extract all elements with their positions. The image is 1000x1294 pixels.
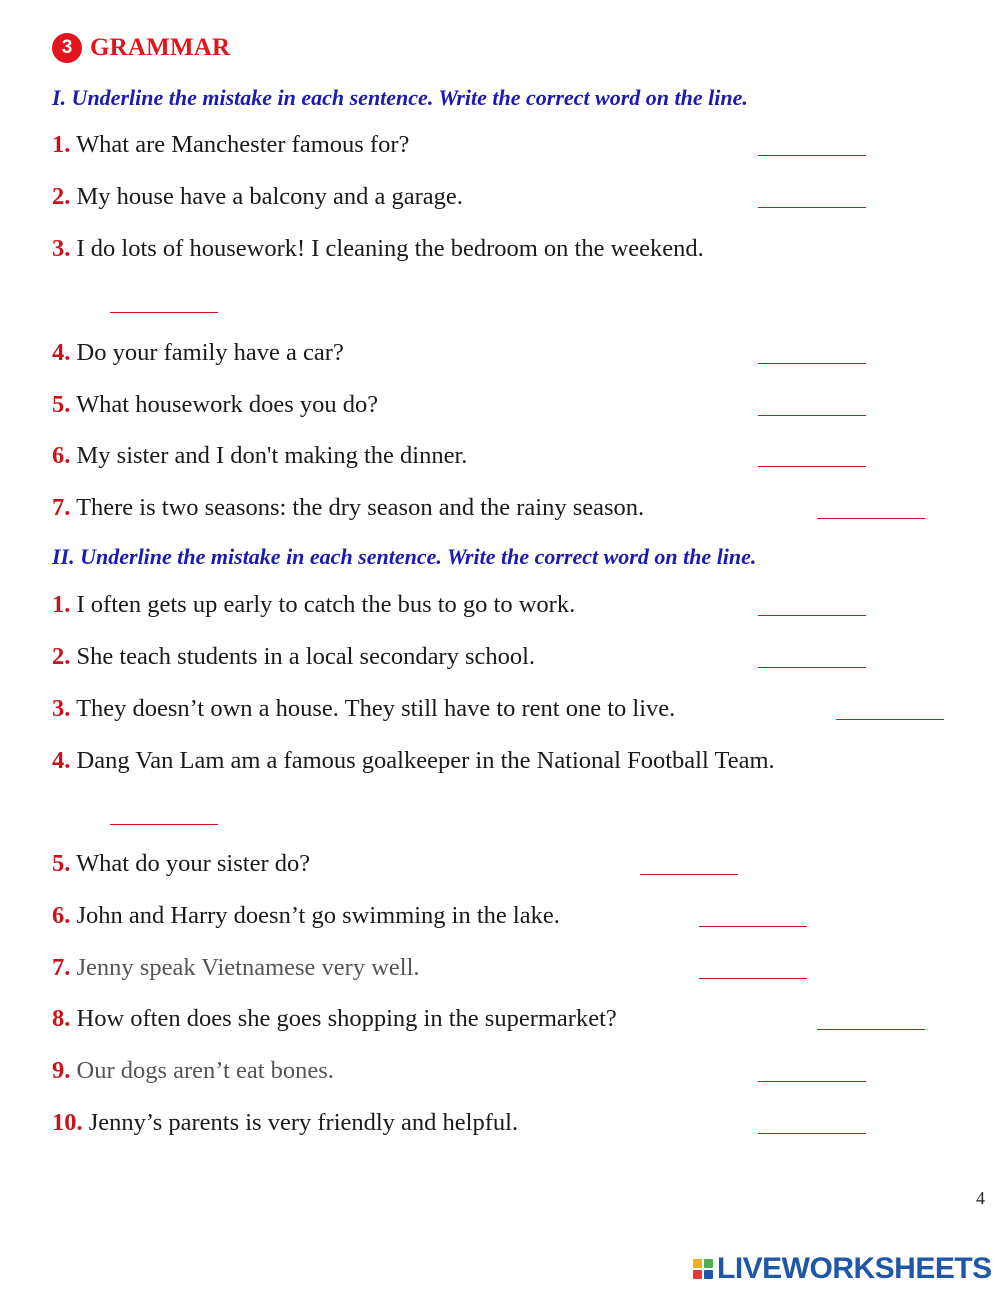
item-sentence[interactable]: Dang Van Lam am a famous goalkeeper in the National Football Team.	[76, 747, 775, 774]
item-sentence[interactable]: I often gets up early to catch the bus to go to work.	[76, 591, 576, 618]
item-number: 6.	[52, 442, 71, 469]
answer-line-p1-1[interactable]	[758, 155, 866, 156]
part2-item-4	[52, 744, 775, 778]
part1-item-6	[52, 439, 467, 473]
part1-item-5	[52, 388, 378, 422]
part2-item-10	[52, 1106, 518, 1140]
item-sentence[interactable]: They doesn’t own a house. They still have to rent one to live.	[76, 695, 676, 722]
item-number: 2.	[52, 643, 71, 670]
answer-line-p2-8[interactable]	[817, 1029, 925, 1030]
item-sentence[interactable]: John and Harry doesn’t go swimming in the lake.	[76, 902, 560, 929]
item-sentence[interactable]: My sister and I don't making the dinner.	[76, 442, 468, 469]
item-sentence[interactable]: Do your family have a car?	[76, 339, 344, 366]
answer-line-p2-6[interactable]	[699, 926, 807, 927]
answer-line-p2-10[interactable]	[758, 1133, 866, 1134]
part2-item-1	[52, 588, 575, 622]
item-sentence[interactable]: Jenny’s parents is very friendly and helpful.	[88, 1109, 519, 1136]
part1-item-2	[52, 180, 463, 214]
part2-item-9	[52, 1054, 334, 1088]
liveworksheets-logo[interactable]	[693, 1252, 992, 1286]
part2-item-6	[52, 899, 560, 933]
answer-line-p2-4[interactable]	[110, 824, 218, 825]
item-number: 6.	[52, 902, 71, 929]
item-number: 4.	[52, 747, 71, 774]
page-number: 4	[976, 1188, 985, 1208]
item-number: 2.	[52, 183, 71, 210]
part2-item-7	[52, 951, 420, 985]
answer-line-p2-9[interactable]	[758, 1081, 866, 1082]
answer-line-p1-2[interactable]	[758, 207, 866, 208]
part2-item-2	[52, 640, 535, 674]
item-sentence[interactable]: There is two seasons: the dry season and the rainy season.	[76, 494, 645, 521]
item-sentence[interactable]: I do lots of housework! I cleaning the bedroom on the weekend.	[76, 235, 704, 262]
item-sentence[interactable]: What are Manchester famous for?	[76, 131, 410, 158]
answer-line-p1-4[interactable]	[758, 363, 866, 364]
item-sentence[interactable]: My house have a balcony and a garage.	[76, 183, 463, 210]
part2-item-5	[52, 847, 310, 881]
item-sentence[interactable]: How often does she goes shopping in the supermarket?	[76, 1005, 617, 1032]
answer-line-p2-3[interactable]	[836, 719, 944, 720]
item-number: 3.	[52, 695, 71, 722]
item-sentence[interactable]: Jenny speak Vietnamese very well.	[76, 954, 420, 981]
item-sentence[interactable]: What housework does you do?	[76, 391, 379, 418]
item-sentence[interactable]: What do your sister do?	[76, 850, 311, 877]
item-number: 7.	[52, 954, 71, 981]
answer-line-p2-1[interactable]	[758, 615, 866, 616]
answer-line-p2-5[interactable]	[640, 874, 738, 875]
section-number-badge: 3	[52, 33, 82, 63]
answer-line-p1-7[interactable]	[817, 518, 925, 519]
section-heading	[52, 32, 230, 64]
part1-item-3	[52, 232, 704, 266]
item-number: 7.	[52, 494, 71, 521]
item-number: 10.	[52, 1109, 83, 1136]
part1-instruction: I. Underline the mistake in each sentence. Write the correct word on the line.	[52, 85, 748, 110]
part2-item-3	[52, 692, 675, 726]
answer-line-p1-3[interactable]	[110, 312, 218, 313]
item-sentence[interactable]: She teach students in a local secondary school.	[76, 643, 536, 670]
item-number: 4.	[52, 339, 71, 366]
item-sentence[interactable]: Our dogs aren’t eat bones.	[76, 1057, 334, 1084]
answer-line-p1-6[interactable]	[758, 466, 866, 467]
item-number: 9.	[52, 1057, 71, 1084]
logo-text: LIVEWORKSHEETS	[717, 1252, 992, 1285]
section-title: GRAMMAR	[90, 34, 231, 61]
item-number: 5.	[52, 850, 71, 877]
item-number: 1.	[52, 131, 71, 158]
answer-line-p1-5[interactable]	[758, 415, 866, 416]
part1-item-7	[52, 491, 644, 525]
item-number: 3.	[52, 235, 71, 262]
part2-item-8	[52, 1002, 617, 1036]
part1-item-1	[52, 128, 409, 162]
answer-line-p2-7[interactable]	[699, 978, 807, 979]
part2-instruction: II. Underline the mistake in each sentence. Write the correct word on the line.	[52, 544, 757, 569]
liveworksheets-grid-icon	[693, 1259, 713, 1279]
item-number: 5.	[52, 391, 71, 418]
item-number: 1.	[52, 591, 71, 618]
answer-line-p2-2[interactable]	[758, 667, 866, 668]
part1-item-4	[52, 336, 344, 370]
item-number: 8.	[52, 1005, 71, 1032]
